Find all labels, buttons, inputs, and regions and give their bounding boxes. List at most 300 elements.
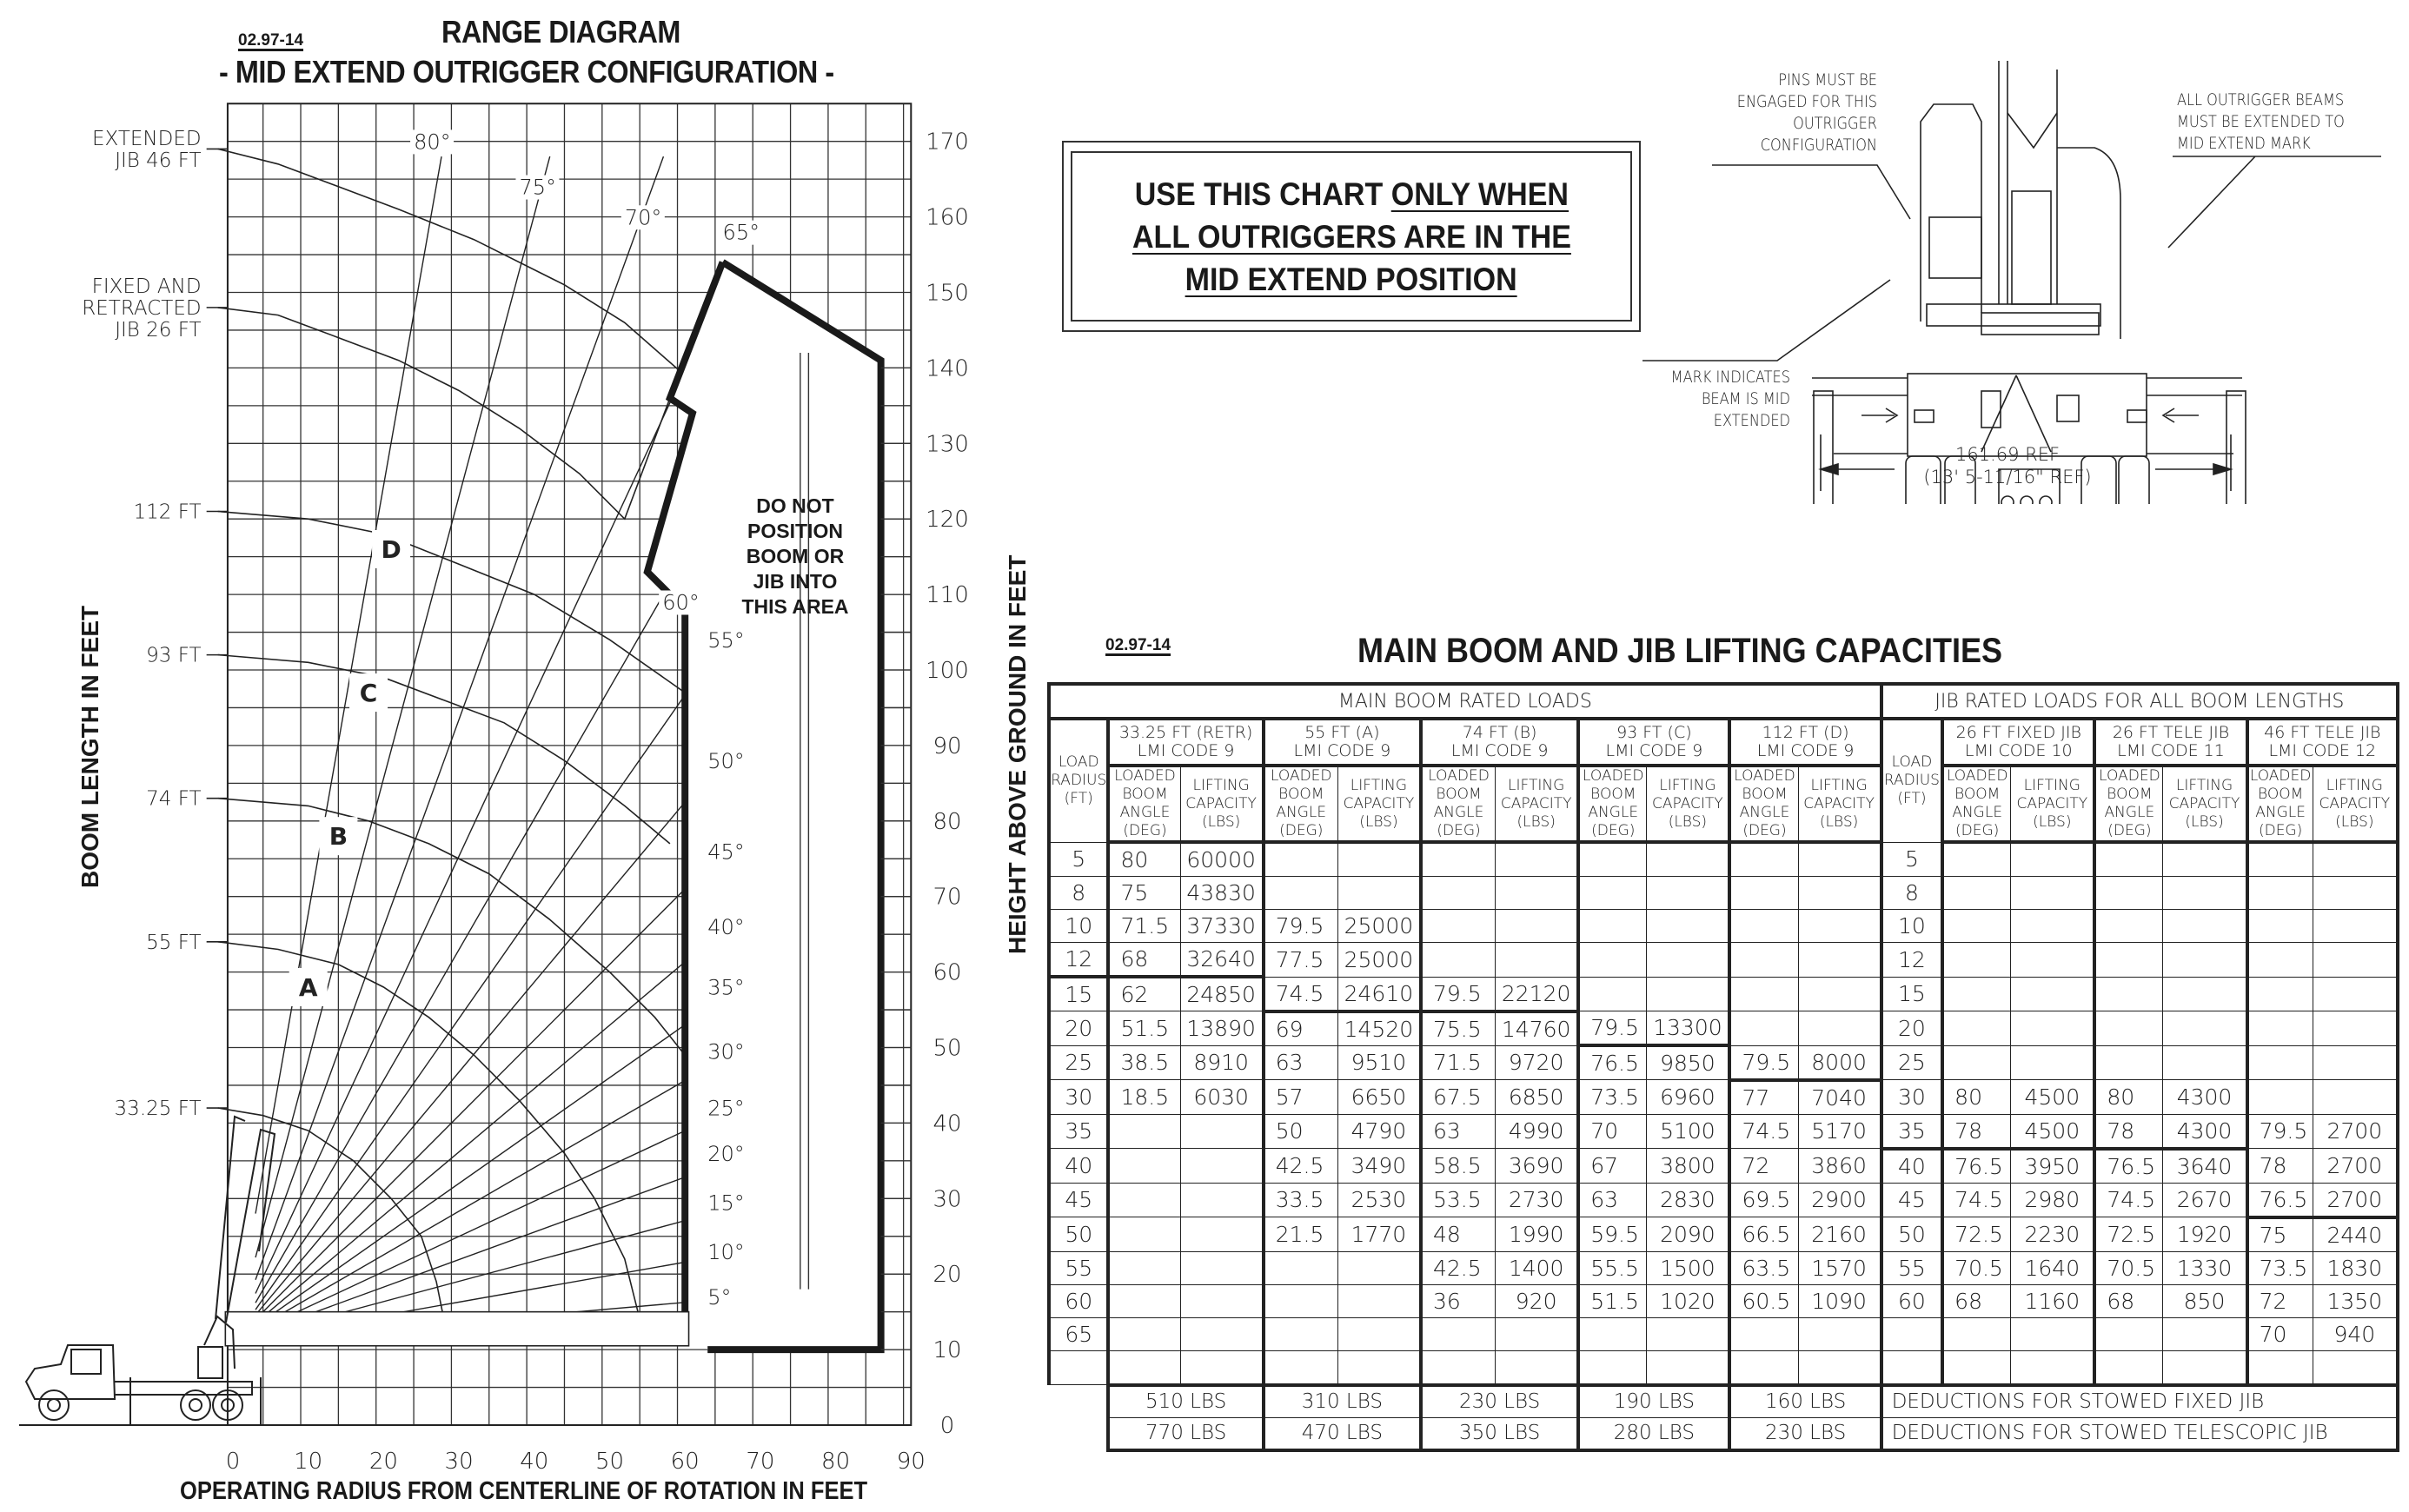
do-not-zone-boundary	[707, 262, 880, 1350]
boom-section-marker-C: C	[359, 679, 378, 708]
boom-angle-cell: 79.5	[1421, 977, 1496, 1011]
boom-group-header: 55 FT (A) LMI CODE 9	[1264, 719, 1421, 766]
jib-load-radius-cell: 55	[1881, 1251, 1942, 1284]
callout-line: CONFIGURATION	[1760, 136, 1877, 155]
boom-angle-cell: 69	[1264, 1011, 1338, 1046]
jib-angle-cell: 73.5	[2247, 1251, 2313, 1284]
lifting-capacity-cell	[1798, 943, 1881, 978]
deduction-value: 230 LBS	[1421, 1385, 1578, 1418]
boom-angle-cell	[1578, 1350, 1647, 1385]
boom-group-header: 33.25 FT (RETR) LMI CODE 9	[1108, 719, 1263, 766]
jib-load-radius-cell	[1881, 1350, 1942, 1385]
lifting-capacity-cell: 22120	[1496, 977, 1579, 1011]
boom-angle-cell	[1421, 943, 1496, 978]
boom-angle-cell	[1729, 842, 1798, 877]
mid-extend-warning-box	[1062, 141, 1641, 332]
table-row	[1049, 1011, 2398, 1046]
jib-angle-cell: 70	[2247, 1317, 2313, 1350]
jib-angle-cell	[1942, 977, 2011, 1011]
boom-angle-column-header: LOADED BOOM ANGLE (DEG)	[1421, 766, 1496, 842]
jib-group-header: 26 FT FIXED JIB LMI CODE 10	[1942, 719, 2094, 766]
x-tick-label: 10	[294, 1449, 323, 1475]
jib-capacity-cell	[2313, 1350, 2398, 1385]
x-tick-label: 40	[520, 1449, 549, 1475]
table-row	[1049, 1045, 2398, 1080]
lifting-capacity-cell: 9850	[1647, 1045, 1730, 1080]
lifting-capacity-cell: 3490	[1337, 1149, 1421, 1184]
jib-capacity-cell: 850	[2163, 1284, 2247, 1317]
warning-line: DO NOT	[756, 494, 834, 517]
jib-angle-cell: 76.5	[2094, 1149, 2163, 1184]
deduction-row	[1049, 1417, 2398, 1450]
deduction-value: 510 LBS	[1108, 1385, 1263, 1418]
load-radius-cell: 12	[1049, 943, 1108, 978]
y-tick-label: 40	[932, 1111, 962, 1137]
jib-capacity-cell: 2700	[2313, 1114, 2398, 1149]
jib-load-radius-cell: 30	[1881, 1080, 1942, 1115]
boom-angle-cell	[1578, 877, 1647, 910]
boom-angle-column-header: LOADED BOOM ANGLE (DEG)	[1264, 766, 1338, 842]
lifting-capacity-cell: 1090	[1798, 1284, 1881, 1317]
jib-capacity-cell: 4500	[2011, 1080, 2095, 1115]
jib-capacity-cell: 2440	[2313, 1217, 2398, 1252]
lifting-capacity-cell: 1570	[1798, 1251, 1881, 1284]
boom-angle-label-30: 30°	[707, 1039, 745, 1064]
lifting-capacity-cell: 920	[1496, 1284, 1579, 1317]
lifting-capacity-cell	[1337, 1350, 1421, 1385]
x-tick-label: 50	[594, 1449, 625, 1475]
lifting-capacity-cell	[1647, 877, 1730, 910]
boom-group-header: 74 FT (B) LMI CODE 9	[1421, 719, 1578, 766]
lifting-capacity-cell	[1180, 1350, 1264, 1385]
boom-angle-cell	[1108, 1284, 1180, 1317]
boom-angle-cell	[1264, 842, 1338, 877]
table-row	[1049, 1350, 2398, 1385]
deduction-value: 770 LBS	[1108, 1417, 1263, 1450]
jib-capacity-cell: 1920	[2163, 1217, 2247, 1252]
jib-angle-cell	[2094, 1011, 2163, 1046]
deduction-spacer	[1049, 1417, 1108, 1450]
boom-angle-label-15: 15°	[707, 1190, 745, 1216]
warning-text-underlined: MID EXTEND POSITION	[1185, 261, 1518, 297]
load-radius-cell: 30	[1049, 1080, 1108, 1115]
boom-angle-cell: 79.5	[1578, 1011, 1647, 1046]
jib-angle-cell	[2094, 977, 2163, 1011]
jib-capacity-cell	[2011, 1350, 2095, 1385]
jib-angle-cell: 72.5	[2094, 1217, 2163, 1252]
jib-angle-cell: 78	[1942, 1114, 2011, 1149]
jib-capacity-cell: 1830	[2313, 1251, 2398, 1284]
boom-angle-line-75	[256, 156, 550, 1257]
boom-angle-cell	[1578, 1317, 1647, 1350]
lifting-capacity-cell: 14520	[1337, 1011, 1421, 1046]
deduction-label: DEDUCTIONS FOR STOWED TELESCOPIC JIB	[1881, 1417, 2398, 1450]
lifting-capacity-cell	[1647, 1350, 1730, 1385]
boom-angle-label-50: 50°	[707, 748, 745, 773]
lifting-capacity-cell: 5100	[1647, 1114, 1730, 1149]
jib-capacity-cell	[2163, 943, 2247, 978]
lifting-capacity-cell	[1647, 943, 1730, 978]
lifting-capacity-cell: 7040	[1798, 1080, 1881, 1115]
lifting-capacity-cell: 1990	[1496, 1217, 1579, 1252]
x-axis-title: OPERATING RADIUS FROM CENTERLINE OF ROTATION IN FEET	[180, 1477, 868, 1505]
lifting-capacity-cell	[1647, 977, 1730, 1011]
table-row	[1049, 1251, 2398, 1284]
jib-angle-cell	[1942, 1045, 2011, 1080]
boom-length-label: 93 FT	[146, 644, 202, 667]
lifting-capacity-cell: 1500	[1647, 1251, 1730, 1284]
boom-angle-cell	[1729, 1011, 1798, 1046]
jib-capacity-cell: 1330	[2163, 1251, 2247, 1284]
jib-capacity-cell: 2230	[2011, 1217, 2095, 1252]
jib-group-header: 46 FT TELE JIB LMI CODE 12	[2247, 719, 2398, 766]
jib-angle-column-header: LOADED BOOM ANGLE (DEG)	[1942, 766, 2011, 842]
boom-length-arc-1	[218, 149, 723, 375]
load-radius-cell: 10	[1049, 910, 1108, 943]
boom-angle-lines	[256, 156, 719, 1340]
boom-angle-cell	[1578, 977, 1647, 1011]
jib-angle-cell: 78	[2094, 1114, 2163, 1149]
boom-angle-label-45: 45°	[707, 839, 745, 865]
jib-capacity-cell: 2670	[2163, 1183, 2247, 1217]
jib-capacity-cell	[2163, 1045, 2247, 1080]
jib-angle-cell: 70.5	[2094, 1251, 2163, 1284]
lifting-capacity-cell: 32640	[1180, 943, 1264, 978]
jib-load-radius-cell: 5	[1881, 842, 1942, 877]
jib-capacity-cell	[2313, 1080, 2398, 1115]
lifting-capacity-column-header: LIFTING CAPACITY (LBS)	[1496, 766, 1579, 842]
y-tick-label: 120	[926, 507, 969, 534]
lifting-capacity-cell	[1798, 877, 1881, 910]
do-not-position-warning	[721, 494, 869, 620]
boom-angle-cell: 21.5	[1264, 1217, 1338, 1252]
y-tick-label: 60	[932, 959, 962, 986]
boom-angle-column-header: LOADED BOOM ANGLE (DEG)	[1578, 766, 1647, 842]
lifting-capacity-cell: 8000	[1798, 1045, 1881, 1080]
boom-angle-cell: 67.5	[1421, 1080, 1496, 1115]
lifting-capacity-cell: 6650	[1337, 1080, 1421, 1115]
lifting-capacity-cell: 25000	[1337, 910, 1421, 943]
y-tick-label: 70	[932, 884, 962, 911]
range-diagram-title: RANGE DIAGRAM	[441, 14, 680, 50]
boom-angle-column-header: LOADED BOOM ANGLE (DEG)	[1108, 766, 1180, 842]
lifting-capacity-cell: 1770	[1337, 1217, 1421, 1252]
jib-angle-cell: 74.5	[2094, 1183, 2163, 1217]
jib-capacity-cell: 940	[2313, 1317, 2398, 1350]
lifting-capacity-cell	[1337, 842, 1421, 877]
jib-capacity-cell: 1640	[2011, 1251, 2095, 1284]
y-tick-label: 160	[926, 204, 969, 231]
lifting-capacity-cell: 1400	[1496, 1251, 1579, 1284]
jib-angle-cell	[2247, 943, 2313, 978]
jib-load-radius-cell: 40	[1881, 1149, 1942, 1184]
table-row	[1049, 1080, 2398, 1115]
warning-line: THIS AREA	[741, 595, 849, 618]
deduction-value: 470 LBS	[1264, 1417, 1421, 1450]
jib-angle-cell	[2094, 1045, 2163, 1080]
lifting-capacity-column-header: LIFTING CAPACITY (LBS)	[1180, 766, 1264, 842]
do-not-position-zone	[225, 262, 911, 1350]
y-tick-label: 30	[932, 1186, 962, 1213]
jib-angle-cell: 80	[1942, 1080, 2011, 1115]
jib-angle-cell	[1942, 877, 2011, 910]
lifting-capacity-cell: 24610	[1337, 977, 1421, 1011]
boom-angle-cell	[1421, 842, 1496, 877]
jib-angle-cell	[1942, 1011, 2011, 1046]
jib-angle-cell: 72.5	[1942, 1217, 2011, 1252]
table-row	[1049, 1284, 2398, 1317]
jib-angle-cell	[1942, 943, 2011, 978]
lifting-capacity-cell	[1647, 1317, 1730, 1350]
jib-capacity-cell	[2163, 877, 2247, 910]
jib-angle-cell: 78	[2247, 1149, 2313, 1184]
lifting-capacity-cell	[1180, 1114, 1264, 1149]
table-row	[1049, 877, 2398, 910]
boom-angle-line-65	[256, 297, 719, 1293]
boom-angle-cell	[1264, 1284, 1338, 1317]
boom-angle-line-35	[256, 1019, 693, 1326]
lifting-capacity-cell	[1496, 877, 1579, 910]
jib-angle-cell: 74.5	[1942, 1183, 2011, 1217]
boom-angle-cell: 66.5	[1729, 1217, 1798, 1252]
jib-load-radius-cell: 12	[1881, 943, 1942, 978]
deduction-value: 350 LBS	[1421, 1417, 1578, 1450]
boom-angle-cell	[1578, 842, 1647, 877]
jib-angle-cell: 79.5	[2247, 1114, 2313, 1149]
lifting-capacity-cell	[1647, 910, 1730, 943]
jib-capacity-column-header: LIFTING CAPACITY (LBS)	[2163, 766, 2247, 842]
boom-angle-cell: 38.5	[1108, 1045, 1180, 1080]
y-tick-label: 50	[932, 1035, 962, 1062]
load-radius-cell: 65	[1049, 1317, 1108, 1350]
lifting-capacity-cell	[1798, 977, 1881, 1011]
warning-line-3	[1185, 258, 1517, 301]
boom-angle-cell: 51.5	[1578, 1284, 1647, 1317]
load-radius-cell: 25	[1049, 1045, 1108, 1080]
boom-angle-line-60	[256, 544, 693, 1303]
lifting-capacity-table	[1047, 682, 2399, 1452]
boom-angle-cell	[1108, 1149, 1180, 1184]
deduction-label: DEDUCTIONS FOR STOWED FIXED JIB	[1881, 1385, 2398, 1418]
jib-angle-cell	[2247, 910, 2313, 943]
boom-angle-cell	[1108, 1350, 1180, 1385]
boom-angle-cell: 77	[1729, 1080, 1798, 1115]
boom-angle-cell: 74.5	[1729, 1114, 1798, 1149]
jib-angle-cell: 76.5	[2247, 1183, 2313, 1217]
dimension-value: 161.69 REF	[1954, 444, 2061, 465]
callout-line: PINS MUST BE	[1778, 70, 1877, 90]
jib-angle-cell	[1942, 1350, 2011, 1385]
deduction-value: 230 LBS	[1729, 1417, 1881, 1450]
boom-angle-cell: 77.5	[1264, 943, 1338, 978]
boom-length-label: 112 FT	[133, 501, 202, 524]
jib-angle-cell	[1942, 1317, 2011, 1350]
boom-angle-label-20: 20°	[707, 1141, 745, 1166]
lifting-capacity-cell	[1798, 1350, 1881, 1385]
lifting-capacity-cell: 43830	[1180, 877, 1264, 910]
table-row	[1049, 1114, 2398, 1149]
lifting-capacity-cell: 5170	[1798, 1114, 1881, 1149]
jib-rated-loads-header: JIB RATED LOADS FOR ALL BOOM LENGTHS	[1881, 684, 2398, 719]
boom-angle-label-10: 10°	[707, 1239, 745, 1264]
boom-length-arc-7	[218, 1108, 444, 1319]
jib-group-header: 26 FT TELE JIB LMI CODE 11	[2094, 719, 2246, 766]
jib-load-radius-cell	[1881, 1317, 1942, 1350]
jib-capacity-cell	[2011, 943, 2095, 978]
boom-angle-cell: 67	[1578, 1149, 1647, 1184]
boom-angle-cell	[1578, 943, 1647, 978]
boom-angle-cell	[1421, 1350, 1496, 1385]
lifting-capacity-column-header: LIFTING CAPACITY (LBS)	[1337, 766, 1421, 842]
lifting-capacity-cell	[1798, 842, 1881, 877]
callout-line: MARK INDICATES	[1670, 368, 1790, 387]
jib-load-radius-cell: 20	[1881, 1011, 1942, 1046]
callout-line: ENGAGED FOR THIS	[1736, 92, 1877, 111]
jib-capacity-column-header: LIFTING CAPACITY (LBS)	[2313, 766, 2398, 842]
load-radius-cell: 15	[1049, 977, 1108, 1011]
lifting-capacity-column-header: LIFTING CAPACITY (LBS)	[1647, 766, 1730, 842]
lifting-capacity-cell: 2160	[1798, 1217, 1881, 1252]
jib-capacity-cell: 4500	[2011, 1114, 2095, 1149]
lifting-capacity-cell	[1496, 842, 1579, 877]
boom-group-header: 93 FT (C) LMI CODE 9	[1578, 719, 1729, 766]
boom-angle-cell: 63	[1264, 1045, 1338, 1080]
lifting-capacity-cell	[1647, 842, 1730, 877]
lifting-capacity-cell: 6960	[1647, 1080, 1730, 1115]
jib-angle-cell	[2094, 842, 2163, 877]
boom-angle-label-55: 55°	[707, 627, 745, 653]
range-diagram-chart	[0, 0, 1008, 1512]
jib-capacity-cell: 1350	[2313, 1284, 2398, 1317]
load-radius-cell: 50	[1049, 1217, 1108, 1252]
jib-capacity-cell	[2313, 842, 2398, 877]
lifting-capacity-cell	[1496, 910, 1579, 943]
boom-length-label: JIB 26 FT	[115, 318, 202, 342]
x-tick-label: 0	[225, 1449, 241, 1475]
y-tick-label: 20	[932, 1262, 962, 1289]
jib-capacity-cell	[2011, 877, 2095, 910]
boom-angle-cell: 79.5	[1729, 1045, 1798, 1080]
table-row	[1049, 943, 2398, 978]
lifting-capacity-column-header: LIFTING CAPACITY (LBS)	[1798, 766, 1881, 842]
table-row	[1049, 842, 2398, 877]
y-tick-label: 80	[932, 808, 962, 835]
boom-angle-cell	[1729, 1317, 1798, 1350]
lifting-capacity-cell	[1180, 1149, 1264, 1184]
load-radius-cell	[1049, 1350, 1108, 1385]
y-axis-left-title: BOOM LENGTH IN FEET	[76, 605, 103, 888]
boom-angle-label-25: 25°	[707, 1096, 745, 1121]
lifting-capacity-cell	[1798, 1317, 1881, 1350]
jib-load-radius-cell: 35	[1881, 1114, 1942, 1149]
jib-angle-cell	[2094, 943, 2163, 978]
callout-pins-engaged	[1729, 70, 1877, 156]
table-row	[1049, 1183, 2398, 1217]
jib-capacity-cell: 2700	[2313, 1183, 2398, 1217]
jib-capacity-cell	[2011, 1011, 2095, 1046]
lifting-capacity-cell: 9510	[1337, 1045, 1421, 1080]
boom-angle-cell: 60.5	[1729, 1284, 1798, 1317]
x-tick-label: 60	[670, 1449, 700, 1475]
warning-line-1	[1134, 173, 1568, 216]
boom-length-label: FIXED AND	[91, 275, 202, 298]
y-tick-label: 10	[932, 1337, 962, 1364]
boom-angle-cell: 42.5	[1421, 1251, 1496, 1284]
boom-angle-cell	[1729, 943, 1798, 978]
lifting-capacity-cell: 6030	[1180, 1080, 1264, 1115]
table-row	[1049, 910, 2398, 943]
lifting-capacity-cell: 2530	[1337, 1183, 1421, 1217]
x-tick-label: 70	[746, 1449, 775, 1475]
jib-capacity-cell	[2313, 1045, 2398, 1080]
y-tick-label: 0	[939, 1413, 955, 1439]
lifting-capacity-cell: 4990	[1496, 1114, 1579, 1149]
lifting-capacity-cell	[1180, 1317, 1264, 1350]
table-row	[1049, 1149, 2398, 1184]
jib-capacity-cell	[2011, 1045, 2095, 1080]
jib-load-radius-cell: 50	[1881, 1217, 1942, 1252]
y-tick-label: 100	[926, 658, 969, 684]
callout-beams-extended	[2177, 90, 2345, 155]
boom-section-marker-A: A	[298, 972, 318, 1002]
warning-line: BOOM OR	[746, 545, 845, 567]
boom-angle-cell: 62	[1108, 977, 1180, 1011]
y-tick-label: 110	[926, 582, 969, 609]
boom-angle-cell: 58.5	[1421, 1149, 1496, 1184]
jib-angle-cell	[1942, 910, 2011, 943]
boom-length-label: 55 FT	[146, 931, 202, 954]
callout-line: MUST BE EXTENDED TO	[2177, 112, 2345, 131]
lifting-capacity-cell	[1496, 943, 1579, 978]
warning-text: USE THIS CHART	[1134, 176, 1391, 212]
boom-angle-cell: 63	[1421, 1114, 1496, 1149]
lifting-capacity-cell	[1337, 1317, 1421, 1350]
jib-capacity-cell: 3640	[2163, 1149, 2247, 1184]
jib-angle-cell	[2247, 1045, 2313, 1080]
callout-line: ALL OUTRIGGER BEAMS	[2177, 90, 2345, 109]
crane-truck-icon	[19, 1117, 275, 1425]
jib-load-radius-cell: 8	[1881, 877, 1942, 910]
lifting-capacity-cell: 3690	[1496, 1149, 1579, 1184]
warning-line: JIB INTO	[753, 570, 838, 593]
lifting-capacity-cell: 4790	[1337, 1114, 1421, 1149]
lifting-capacity-cell	[1180, 1183, 1264, 1217]
boom-angle-column-header: LOADED BOOM ANGLE (DEG)	[1729, 766, 1798, 842]
table-row	[1049, 1317, 2398, 1350]
y-tick-label: 140	[926, 355, 969, 382]
boom-angle-cell	[1108, 1317, 1180, 1350]
boom-horizontal-illustration	[225, 1312, 688, 1346]
boom-length-label: 33.25 FT	[114, 1098, 202, 1121]
jib-capacity-cell	[2163, 1350, 2247, 1385]
lifting-capacity-cell: 9720	[1496, 1045, 1579, 1080]
jib-angle-cell: 70.5	[1942, 1251, 2011, 1284]
boom-length-label: JIB 46 FT	[115, 149, 202, 172]
deduction-row	[1049, 1385, 2398, 1418]
boom-angle-label-80: 80°	[414, 129, 451, 155]
range-diagram-subtitle: - MID EXTEND OUTRIGGER CONFIGURATION -	[219, 54, 834, 90]
load-radius-cell: 45	[1049, 1183, 1108, 1217]
lifting-capacity-cell: 8910	[1180, 1045, 1264, 1080]
jib-capacity-cell: 4300	[2163, 1114, 2247, 1149]
table-row	[1049, 977, 2398, 1011]
boom-section-marker-D: D	[381, 534, 402, 564]
jib-load-radius-cell: 60	[1881, 1284, 1942, 1317]
lifting-capacity-cell: 24850	[1180, 977, 1264, 1011]
jib-capacity-cell	[2163, 1011, 2247, 1046]
lifting-capacity-cell	[1496, 1317, 1579, 1350]
load-radius-cell: 5	[1049, 842, 1108, 877]
